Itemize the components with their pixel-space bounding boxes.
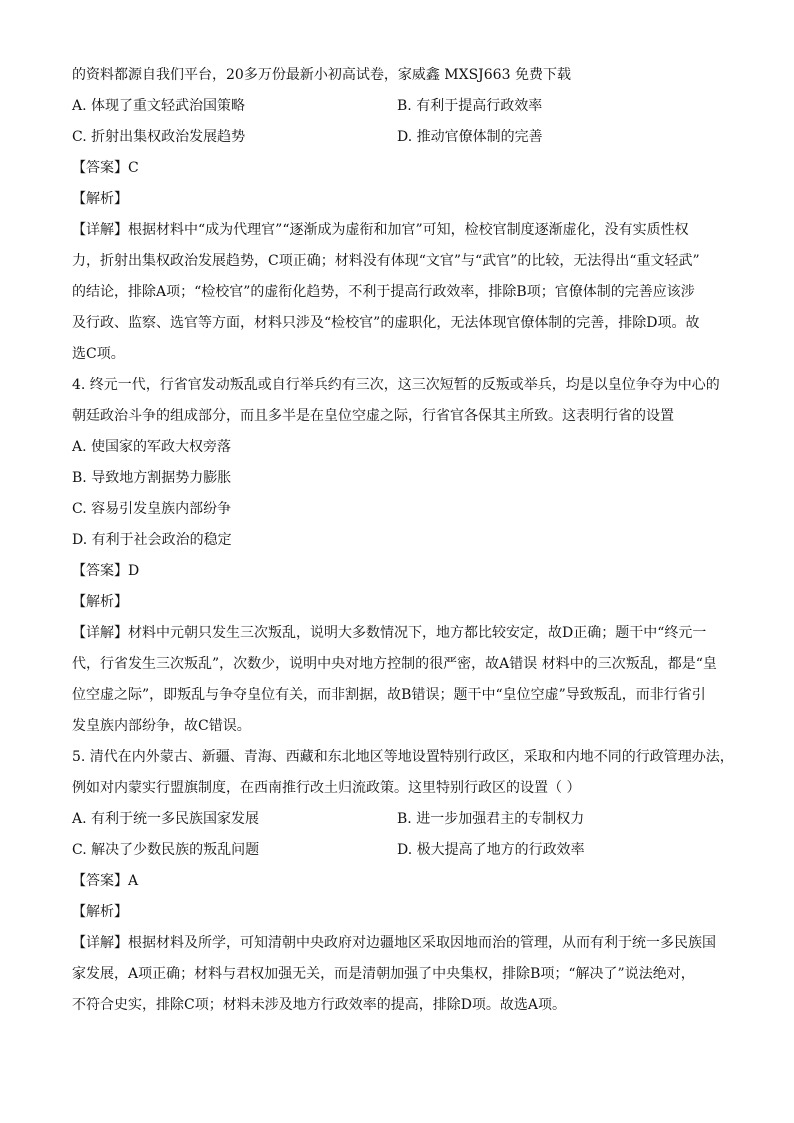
q3-answer: 【答案】C xyxy=(72,160,139,176)
q5-detail-line: 家发展，A项正确；材料与君权加强无关，而是清朝加强了中央集权，排除B项；“解决了”说法绝对， xyxy=(72,966,695,982)
q3-detail-line: 的结论，排除A项；“检校官”的虚衔化趋势，不利于提高行政效率，排除B项；官僚体制的完善应该涉 xyxy=(72,284,695,300)
q3-option-d: D. 推动官僚体制的完善 xyxy=(397,129,543,145)
header-notice: 的资料都源自我们平台，20多万份最新小初高试卷，家威鑫 MXSJ663 免费下载 xyxy=(72,67,571,83)
q3-option-c: C. 折射出集权政治发展趋势 xyxy=(72,129,246,145)
q3-options-row-1 xyxy=(72,93,732,124)
q5-stem xyxy=(72,744,732,806)
q3-option-b: B. 有利于提高行政效率 xyxy=(397,98,543,114)
q4-detail-line: 发皇族内部纷争，故C错误。 xyxy=(72,718,251,734)
q4-option-d: D. 有利于社会政治的稳定 xyxy=(72,532,232,548)
q4-stem-line: 朝廷政治斗争的组成部分，而且多半是在皇位空虚之际，行省官各保其主所致。这表明行省的设置 xyxy=(72,408,674,424)
q3-option-a: A. 体现了重文轻武治国策略 xyxy=(72,98,246,114)
q4-analysis-label: 【解析】 xyxy=(72,594,128,610)
q4-detail xyxy=(72,620,732,744)
q4-option-a: A. 使国家的军政大权旁落 xyxy=(72,439,232,455)
q5-option-d: D. 极大提高了地方的行政效率 xyxy=(397,842,585,858)
q5-answer: 【答案】A xyxy=(72,873,139,889)
q4-option-c: C. 容易引发皇族内部纷争 xyxy=(72,501,232,517)
q3-analysis-label: 【解析】 xyxy=(72,191,128,207)
q4-stem xyxy=(72,372,732,434)
q4-detail-line: 位空虚之际”，即叛乱与争夺皇位有关，而非割据，故B错误；题干中“皇位空虚”导致叛乱，而非行省引 xyxy=(72,687,706,703)
q3-detail xyxy=(72,217,732,372)
q3-detail-line: 选C项。 xyxy=(72,346,125,362)
q5-analysis-label: 【解析】 xyxy=(72,904,128,920)
q5-stem-line: 例如对内蒙实行盟旗制度，在西南推行改土归流政策。这里特别行政区的设置（ ） xyxy=(72,780,581,796)
document-page xyxy=(72,62,732,1023)
q4-detail-line: 代，行省发生三次叛乱”，次数少，说明中央对地方控制的很严密，故A错误 材料中的三次叛乱，都是“皇 xyxy=(72,656,717,672)
q5-option-b: B. 进一步加强君主的专制权力 xyxy=(397,811,585,827)
q4-option-b: B. 导致地方割据势力膨胀 xyxy=(72,470,232,486)
q5-options-row-1 xyxy=(72,806,732,837)
q3-options-row-2 xyxy=(72,124,732,155)
q5-stem-line: 5. 清代在内外蒙古、新疆、青海、西藏和东北地区等地设置特别行政区，采取和内地不同的行政管理办法， xyxy=(72,749,734,765)
q4-stem-line: 4. 终元一代，行省官发动叛乱或自行举兵约有三次，这三次短暂的反叛或举兵，均是以皇位争夺为中心的 xyxy=(72,377,720,393)
q5-detail xyxy=(72,930,732,1023)
q5-options-row-2 xyxy=(72,837,732,868)
q4-answer: 【答案】D xyxy=(72,563,140,579)
q3-detail-line: 【详解】根据材料中“成为代理官”“逐渐成为虚衔和加官”可知，检校官制度逐渐虚化，没有实质性权 xyxy=(72,222,689,238)
q5-option-c: C. 解决了少数民族的叛乱问题 xyxy=(72,842,260,858)
q5-option-a: A. 有利于统一多民族国家发展 xyxy=(72,811,260,827)
q4-detail-line: 【详解】材料中元朝只发生三次叛乱，说明大多数情况下，地方都比较安定，故D正确；题干中“终元一 xyxy=(72,625,707,641)
q3-detail-line: 力，折射出集权政治发展趋势，C项正确；材料没有体现“文官”与“武官”的比较，无法得出“重文轻武” xyxy=(72,253,700,269)
q5-detail-line: 【详解】根据材料及所学，可知清朝中央政府对边疆地区采取因地而治的管理，从而有利于统一多民族国 xyxy=(72,935,716,951)
q3-detail-line: 及行政、监察、选官等方面，材料只涉及“检校官”的虚职化，无法体现官僚体制的完善，排除D项。故 xyxy=(72,315,700,331)
q5-detail-line: 不符合史实，排除C项；材料未涉及地方行政效率的提高，排除D项。故选A项。 xyxy=(72,997,567,1013)
